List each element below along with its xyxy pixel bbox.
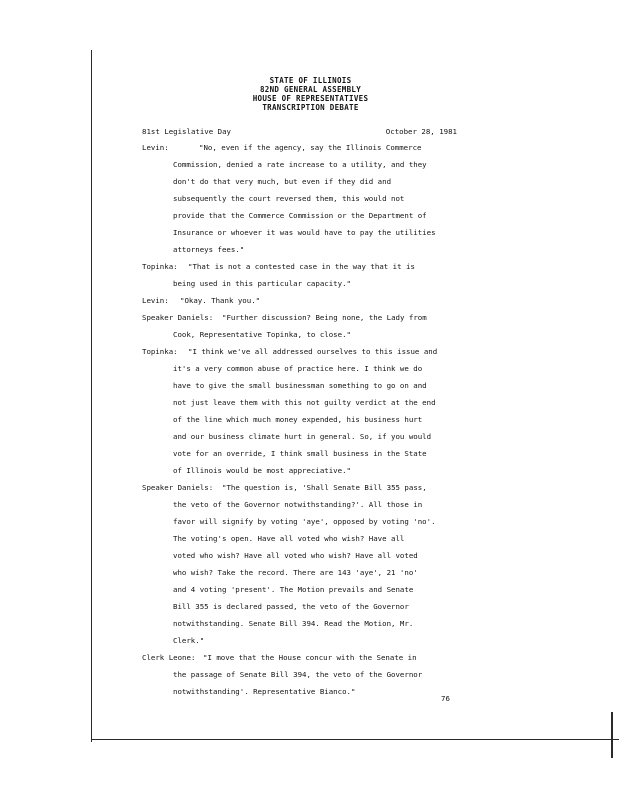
speech-line: and our business climate hurt in general. So, if you would bbox=[173, 432, 432, 441]
left-margin-rule bbox=[91, 50, 92, 742]
page-number: 76 bbox=[441, 694, 450, 703]
speech-line: Commission, denied a rate increase to a utility, and they bbox=[173, 160, 427, 169]
speech-line: not just leave them with this not guilty verdict at the end bbox=[173, 398, 436, 407]
speech-line: Bill 355 is declared passed, the veto of the Governor bbox=[173, 602, 409, 611]
speech-line: favor will signify by voting 'aye', opposed by voting 'no'. bbox=[173, 517, 436, 526]
speech-line: who wish? Take the record. There are 143 'aye', 21 'no' bbox=[173, 568, 418, 577]
speech-line: being used in this particular capacity." bbox=[173, 279, 351, 288]
speech-line: subsequently the court reversed them, this would not bbox=[173, 194, 405, 203]
speaker-name: Levin: bbox=[142, 143, 169, 152]
header-transcription: TRANSCRIPTION DEBATE bbox=[262, 103, 359, 112]
header-state: STATE OF ILLINOIS bbox=[269, 76, 352, 85]
speech-line: notwithstanding. Senate Bill 394. Read the Motion, Mr. bbox=[173, 619, 414, 628]
speech-first-line: "I think we've all addressed ourselves to this issue and bbox=[188, 347, 438, 356]
speech-line: have to give the small businessman something to go on and bbox=[173, 381, 427, 390]
speech-line: of Illinois would be most appreciative." bbox=[173, 466, 351, 475]
speech-line: the veto of the Governor notwithstanding?'. All those in bbox=[173, 500, 423, 509]
speech-line: notwithstanding'. Representative Bianco." bbox=[173, 687, 356, 696]
speaker-name: Speaker Daniels: bbox=[142, 483, 214, 492]
speech-line: provide that the Commerce Commission or the Department of bbox=[173, 211, 427, 220]
speaker-name: Clerk Leone: bbox=[142, 653, 196, 662]
right-edge-mark bbox=[611, 712, 613, 758]
bottom-margin-rule bbox=[91, 739, 619, 740]
legislative-day-line bbox=[142, 127, 457, 136]
speech-first-line: "Okay. Thank you." bbox=[180, 296, 261, 305]
speech-line: voted who wish? Have all voted who wish? Have all voted bbox=[173, 551, 418, 560]
speech-line: Cook, Representative Topinka, to close." bbox=[173, 330, 351, 339]
speech-line: vote for an override, I think small business in the State bbox=[173, 449, 427, 458]
speech-first-line: "No, even if the agency, say the Illinois Commerce bbox=[199, 143, 422, 152]
speech-first-line: "The question is, 'Shall Senate Bill 355 pass, bbox=[222, 483, 427, 492]
header-assembly: 82ND GENERAL ASSEMBLY bbox=[259, 85, 362, 94]
speech-first-line: "That is not a contested case in the way that it is bbox=[188, 262, 415, 271]
speech-first-line: "I move that the House concur with the Senate in bbox=[203, 653, 417, 662]
session-date: October 28, 1981 bbox=[385, 127, 457, 136]
speech-line: and 4 voting 'present'. The Motion prevails and Senate bbox=[173, 585, 414, 594]
header-house: HOUSE OF REPRESENTATIVES bbox=[252, 94, 369, 103]
speaker-name: Speaker Daniels: bbox=[142, 313, 214, 322]
legislative-day: 81st Legislative Day bbox=[142, 127, 231, 136]
speaker-name: Topinka: bbox=[142, 347, 178, 356]
speaker-name: Levin: bbox=[142, 296, 169, 305]
speech-line: it's a very common abuse of practice here. I think we do bbox=[173, 364, 423, 373]
speech-line: The voting's open. Have all voted who wish? Have all bbox=[173, 534, 405, 543]
speech-line: attorneys fees." bbox=[173, 245, 245, 254]
speech-line: of the line which much money expended, his business hurt bbox=[173, 415, 423, 424]
speech-line: Insurance or whoever it was would have to pay the utilities bbox=[173, 228, 436, 237]
speech-line: the passage of Senate Bill 394, the veto of the Governor bbox=[173, 670, 423, 679]
speech-first-line: "Further discussion? Being none, the Lady from bbox=[222, 313, 427, 322]
speaker-name: Topinka: bbox=[142, 262, 178, 271]
speech-line: Clerk." bbox=[173, 636, 205, 645]
speech-line: don't do that very much, but even if they did and bbox=[173, 177, 392, 186]
